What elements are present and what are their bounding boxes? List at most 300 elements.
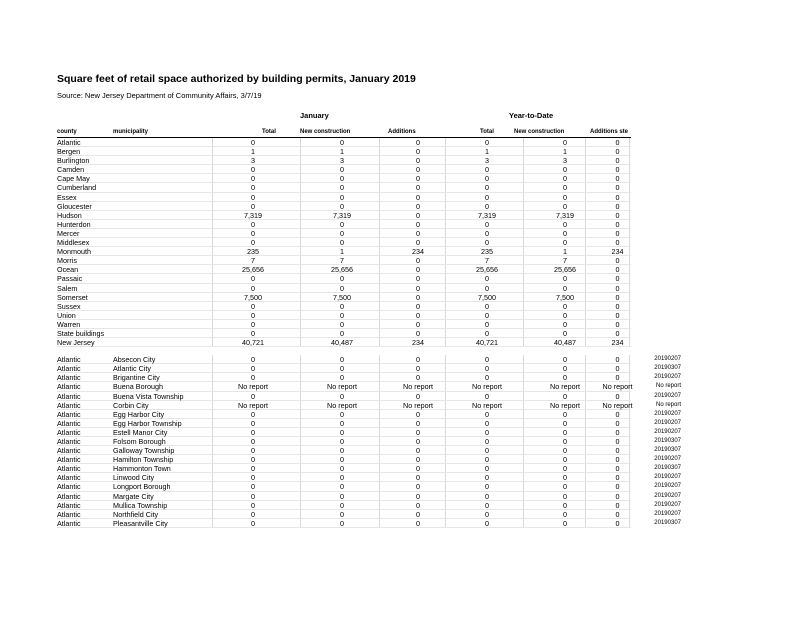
county-row <box>57 329 681 338</box>
cell-jan-total: 0 <box>251 310 255 320</box>
municipality-name: Buena Vista Township <box>113 391 184 401</box>
cell-ytd-new: 0 <box>563 391 567 401</box>
cell-ytd-additions: 0 <box>615 418 620 428</box>
municipality-row <box>57 382 681 391</box>
report-date-code: 20190307 <box>654 447 681 454</box>
cell-ytd-additions: 0 <box>615 319 620 329</box>
county-row <box>57 274 681 283</box>
source-note: Source: New Jersey Department of Community Affairs, 3/7/19 <box>57 91 262 100</box>
cell-ytd-additions: 0 <box>615 165 620 175</box>
municipality-row <box>57 473 681 482</box>
cell-ytd-total: 0 <box>485 455 489 465</box>
data-table <box>57 138 681 528</box>
county-name: Cumberland <box>57 183 97 193</box>
municipality-name: Atlantic City <box>113 364 151 374</box>
cell-ytd-new: 25,656 <box>554 265 576 275</box>
municipality-name: Hammonton Town <box>113 464 171 474</box>
cell-ytd-new: 0 <box>563 446 567 456</box>
cell-jan-total: 0 <box>251 455 255 465</box>
county-row <box>57 183 681 192</box>
col-jan-new: New construction <box>300 129 351 135</box>
cell-jan-total: No report <box>238 382 268 392</box>
county-name: Mercer <box>57 228 80 238</box>
cell-jan-additions: 0 <box>416 174 420 184</box>
cell-jan-new: 0 <box>340 183 344 193</box>
col-ytd-new: New construction <box>514 129 565 135</box>
cell-jan-additions: 0 <box>416 446 420 456</box>
cell-jan-total: 0 <box>251 138 255 147</box>
cell-jan-new: 7,500 <box>333 292 351 302</box>
cell-jan-new: 25,656 <box>331 265 353 275</box>
county-row <box>57 256 681 265</box>
cell-jan-additions: 0 <box>416 427 420 437</box>
cell-jan-new: 0 <box>340 165 344 175</box>
cell-jan-additions: 234 <box>412 247 424 257</box>
cell-ytd-new: 7,500 <box>556 292 574 302</box>
county-row <box>57 238 681 247</box>
municipality-row <box>57 419 681 428</box>
cell-ytd-new: 3 <box>563 156 567 166</box>
cell-ytd-additions: 0 <box>615 464 620 474</box>
municipality-name: Egg Harbor City <box>113 409 165 419</box>
group-header-january: January <box>300 111 329 120</box>
col-jan-total: Total <box>262 129 276 135</box>
municipality-name: Pleasantville City <box>113 518 168 528</box>
cell-jan-additions: No report <box>403 382 433 392</box>
report-date-code: 20190207 <box>654 374 681 381</box>
cell-jan-new: 0 <box>340 427 344 437</box>
municipality-row <box>57 401 681 410</box>
county-name: Somerset <box>57 292 88 302</box>
cell-jan-total: 0 <box>251 319 255 329</box>
cell-jan-additions: 0 <box>416 156 420 166</box>
cell-ytd-total: 0 <box>485 219 489 229</box>
cell-ytd-additions: 0 <box>615 256 620 266</box>
cell-ytd-additions: 0 <box>615 183 620 193</box>
cell-jan-additions: 0 <box>416 274 420 284</box>
cell-ytd-additions: 0 <box>615 174 620 184</box>
cell-ytd-additions: 0 <box>615 219 620 229</box>
cell-jan-total: 0 <box>251 238 255 248</box>
cell-jan-new: 1 <box>340 147 344 157</box>
cell-ytd-new: 0 <box>563 409 567 419</box>
report-date-code: No report <box>655 401 681 408</box>
cell-ytd-new: 0 <box>563 437 567 446</box>
municipality-row <box>57 501 681 510</box>
cell-ytd-total: 0 <box>485 310 489 320</box>
cell-jan-additions: 0 <box>416 437 420 446</box>
municipality-row <box>57 392 681 401</box>
municipality-row <box>57 519 681 528</box>
municipality-row <box>57 364 681 373</box>
report-date-code: 20190207 <box>654 510 681 517</box>
county-row <box>57 193 681 202</box>
cell-ytd-total: 7,500 <box>478 292 496 302</box>
cell-jan-new: 0 <box>340 310 344 320</box>
cell-ytd-new: 7,319 <box>556 210 574 220</box>
county-name: Atlantic <box>57 482 81 492</box>
county-row <box>57 174 681 183</box>
cell-jan-additions: 0 <box>416 265 420 275</box>
report-date-code: 20190307 <box>654 519 681 526</box>
cell-jan-total: 0 <box>251 364 255 374</box>
cell-ytd-total: 0 <box>485 473 489 483</box>
cell-ytd-additions: 0 <box>615 500 620 510</box>
municipality-row <box>57 446 681 455</box>
cell-ytd-additions: 0 <box>615 238 620 248</box>
municipality-row <box>57 410 681 419</box>
municipality-row <box>57 355 681 364</box>
cell-jan-new: No report <box>327 382 357 392</box>
county-name: Gloucester <box>57 201 92 211</box>
cell-jan-total: 0 <box>251 427 255 437</box>
cell-ytd-additions: 0 <box>615 482 620 492</box>
cell-ytd-total: 40,721 <box>476 338 498 348</box>
cell-jan-additions: 0 <box>416 319 420 329</box>
county-name: Atlantic <box>57 382 81 392</box>
county-name: Atlantic <box>57 355 81 365</box>
county-row <box>57 302 681 311</box>
county-row <box>57 202 681 211</box>
cell-jan-total: 0 <box>251 301 255 311</box>
cell-ytd-new: 0 <box>563 418 567 428</box>
cell-ytd-total: 0 <box>485 418 489 428</box>
cell-ytd-new: 1 <box>563 247 567 257</box>
municipality-row <box>57 428 681 437</box>
report-date-code: 20190207 <box>654 492 681 499</box>
cell-jan-total: 0 <box>251 355 255 365</box>
cell-ytd-additions: 0 <box>615 265 620 275</box>
cell-ytd-total: 0 <box>485 328 489 338</box>
cell-jan-total: 0 <box>251 228 255 238</box>
cell-ytd-total: 235 <box>481 247 493 257</box>
cell-ytd-new: 0 <box>563 518 567 528</box>
cell-jan-total: 0 <box>251 373 255 383</box>
cell-ytd-additions: 0 <box>615 274 620 284</box>
cell-jan-additions: 0 <box>416 418 420 428</box>
cell-jan-additions: 0 <box>416 409 420 419</box>
county-name: Atlantic <box>57 491 81 501</box>
cell-jan-new: 7 <box>340 256 344 266</box>
municipality-name: Brigantine City <box>113 373 160 383</box>
group-header-ytd: Year-to-Date <box>509 111 554 120</box>
cell-jan-total: 0 <box>251 491 255 501</box>
cell-jan-total: 40,721 <box>242 338 264 348</box>
cell-ytd-new: 0 <box>563 201 567 211</box>
cell-ytd-new: 0 <box>563 482 567 492</box>
cell-ytd-total: 0 <box>485 355 489 365</box>
cell-ytd-total: 0 <box>485 274 489 284</box>
cell-jan-new: 0 <box>340 319 344 329</box>
county-row <box>57 220 681 229</box>
county-name: Atlantic <box>57 138 81 147</box>
county-name: Atlantic <box>57 437 81 446</box>
report-date-code: 20190307 <box>654 465 681 472</box>
cell-jan-new: 0 <box>340 446 344 456</box>
col-jan-additions: Additions <box>388 129 416 135</box>
report-date-code: No report <box>655 383 681 390</box>
cell-jan-additions: 0 <box>416 518 420 528</box>
county-name: Salem <box>57 283 78 293</box>
county-name: Atlantic <box>57 391 81 401</box>
county-name: Atlantic <box>57 418 81 428</box>
county-name: Atlantic <box>57 409 81 419</box>
cell-jan-additions: 0 <box>416 147 420 157</box>
cell-jan-total: 0 <box>251 201 255 211</box>
cell-ytd-new: 0 <box>563 500 567 510</box>
county-name: Union <box>57 310 76 320</box>
cell-jan-new: 0 <box>340 201 344 211</box>
cell-jan-new: 0 <box>340 473 344 483</box>
cell-jan-additions: 0 <box>416 228 420 238</box>
cell-ytd-new: 0 <box>563 355 567 365</box>
county-name: Bergen <box>57 147 81 157</box>
cell-ytd-total: 0 <box>485 165 489 175</box>
col-municipality: municipality <box>113 129 149 135</box>
municipality-name: Hamilton Township <box>113 455 174 465</box>
cell-jan-additions: 0 <box>416 473 420 483</box>
cell-jan-new: 0 <box>340 491 344 501</box>
cell-ytd-new: 0 <box>563 310 567 320</box>
cell-jan-new: 0 <box>340 364 344 374</box>
cell-jan-total: 0 <box>251 274 255 284</box>
cell-jan-additions: 0 <box>416 500 420 510</box>
county-row <box>57 229 681 238</box>
cell-jan-additions: 0 <box>416 165 420 175</box>
cell-ytd-total: 0 <box>485 174 489 184</box>
cell-ytd-new: 0 <box>563 238 567 248</box>
municipality-name: Folsom Borough <box>113 437 166 446</box>
cell-jan-new: 0 <box>340 455 344 465</box>
cell-jan-total: 7 <box>251 256 255 266</box>
cell-ytd-total: 0 <box>485 138 489 147</box>
county-name: Sussex <box>57 301 81 311</box>
county-name: Camden <box>57 165 85 175</box>
cell-ytd-total: 0 <box>485 373 489 383</box>
cell-jan-additions: 0 <box>416 238 420 248</box>
cell-ytd-total: 0 <box>485 301 489 311</box>
cell-ytd-additions: 0 <box>615 301 620 311</box>
municipality-name: Buena Borough <box>113 382 163 392</box>
cell-ytd-additions: 0 <box>615 156 620 166</box>
cell-ytd-new: 0 <box>563 373 567 383</box>
cell-ytd-additions: 0 <box>615 292 620 302</box>
cell-jan-additions: 0 <box>416 283 420 293</box>
county-row <box>57 165 681 174</box>
county-name: Essex <box>57 192 77 202</box>
municipality-row <box>57 482 681 491</box>
cell-jan-total: 0 <box>251 409 255 419</box>
county-row <box>57 284 681 293</box>
cell-ytd-total: 0 <box>485 183 489 193</box>
cell-ytd-additions: 0 <box>615 364 620 374</box>
report-date-code: 20190307 <box>654 365 681 372</box>
cell-ytd-new: No report <box>550 382 580 392</box>
cell-jan-additions: 0 <box>416 183 420 193</box>
cell-jan-additions: 0 <box>416 509 420 519</box>
cell-ytd-new: 0 <box>563 165 567 175</box>
cell-jan-total: 0 <box>251 509 255 519</box>
cell-ytd-additions: 0 <box>615 310 620 320</box>
municipality-name: Estell Manor City <box>113 427 168 437</box>
cell-ytd-additions: 0 <box>615 201 620 211</box>
col-ytd-additions: Additions ste <box>590 129 629 135</box>
cell-ytd-total: 0 <box>485 238 489 248</box>
cell-jan-new: 0 <box>340 301 344 311</box>
municipality-name: Egg Harbor Township <box>113 418 182 428</box>
cell-ytd-new: No report <box>550 400 580 410</box>
cell-jan-total: 0 <box>251 518 255 528</box>
cell-jan-total: 0 <box>251 219 255 229</box>
county-name: Atlantic <box>57 373 81 383</box>
county-name: Atlantic <box>57 455 81 465</box>
cell-ytd-additions: No report <box>602 400 633 410</box>
cell-jan-new: 0 <box>340 355 344 365</box>
county-row <box>57 311 681 320</box>
municipality-row <box>57 455 681 464</box>
cell-ytd-new: 0 <box>563 509 567 519</box>
cell-jan-additions: 0 <box>416 491 420 501</box>
col-ytd-total: Total <box>480 129 494 135</box>
cell-jan-total: 0 <box>251 192 255 202</box>
county-name: Atlantic <box>57 509 81 519</box>
report-date-code: 20190207 <box>654 419 681 426</box>
cell-jan-additions: 0 <box>416 210 420 220</box>
county-name: New Jersey <box>57 338 95 348</box>
county-name: Passaic <box>57 274 83 284</box>
cell-jan-total: No report <box>238 400 268 410</box>
cell-ytd-total: No report <box>472 400 502 410</box>
cell-ytd-total: 0 <box>485 500 489 510</box>
cell-ytd-new: 40,487 <box>554 338 576 348</box>
cell-jan-total: 0 <box>251 328 255 338</box>
cell-ytd-total: 0 <box>485 427 489 437</box>
cell-jan-new: 0 <box>340 328 344 338</box>
cell-ytd-total: 0 <box>485 364 489 374</box>
cell-jan-additions: 0 <box>416 364 420 374</box>
cell-jan-additions: 0 <box>416 328 420 338</box>
cell-jan-total: 0 <box>251 482 255 492</box>
cell-ytd-additions: 0 <box>615 138 620 147</box>
cell-ytd-total: 7,319 <box>478 210 496 220</box>
cell-ytd-total: 0 <box>485 391 489 401</box>
municipality-name: Corbin City <box>113 400 149 410</box>
cell-ytd-additions: 0 <box>615 228 620 238</box>
cell-jan-new: 0 <box>340 464 344 474</box>
cell-ytd-new: 0 <box>563 328 567 338</box>
cell-jan-additions: No report <box>403 400 433 410</box>
cell-ytd-new: 0 <box>563 219 567 229</box>
county-row <box>57 156 681 165</box>
county-name: Atlantic <box>57 518 81 528</box>
municipality-row <box>57 510 681 519</box>
cell-jan-total: 0 <box>251 165 255 175</box>
cell-ytd-new: 0 <box>563 183 567 193</box>
cell-jan-additions: 0 <box>416 310 420 320</box>
cell-jan-additions: 0 <box>416 256 420 266</box>
municipality-name: Mullica Township <box>113 500 168 510</box>
cell-ytd-new: 0 <box>563 283 567 293</box>
cell-jan-additions: 0 <box>416 455 420 465</box>
report-date-code: 20190207 <box>654 428 681 435</box>
cell-jan-new: 0 <box>340 373 344 383</box>
cell-jan-new: 3 <box>340 156 344 166</box>
cell-ytd-total: 0 <box>485 192 489 202</box>
cell-jan-new: 0 <box>340 274 344 284</box>
report-date-code: 20190207 <box>654 474 681 481</box>
report-date-code: 20190207 <box>654 356 681 363</box>
report-date-code: 20190207 <box>654 456 681 463</box>
cell-jan-new: 0 <box>340 391 344 401</box>
cell-jan-total: 0 <box>251 418 255 428</box>
report-title: Square feet of retail space authorized by building permits, January 2019 <box>57 73 416 85</box>
county-name: Atlantic <box>57 464 81 474</box>
county-name: Morris <box>57 256 77 266</box>
municipality-row <box>57 492 681 501</box>
county-name: Atlantic <box>57 500 81 510</box>
cell-jan-additions: 0 <box>416 192 420 202</box>
cell-ytd-new: 0 <box>563 228 567 238</box>
cell-jan-new: 0 <box>340 238 344 248</box>
report-date-code: 20190207 <box>654 483 681 490</box>
cell-jan-additions: 0 <box>416 219 420 229</box>
cell-ytd-new: 0 <box>563 491 567 501</box>
cell-ytd-additions: 234 <box>611 338 624 348</box>
cell-ytd-additions: 0 <box>615 409 620 419</box>
cell-ytd-total: 0 <box>485 509 489 519</box>
cell-ytd-additions: 0 <box>615 391 620 401</box>
county-name: Atlantic <box>57 473 81 483</box>
municipality-name: Absecon City <box>113 355 156 365</box>
county-name: Atlantic <box>57 364 81 374</box>
cell-jan-additions: 0 <box>416 464 420 474</box>
cell-jan-total: 25,656 <box>242 265 264 275</box>
municipality-name: Linwood City <box>113 473 155 483</box>
cell-ytd-additions: 0 <box>615 455 620 465</box>
cell-jan-new: 0 <box>340 283 344 293</box>
cell-jan-total: 235 <box>247 247 259 257</box>
county-row <box>57 147 681 156</box>
cell-ytd-new: 0 <box>563 319 567 329</box>
cell-ytd-total: 0 <box>485 482 489 492</box>
county-name: Atlantic <box>57 446 81 456</box>
cell-jan-additions: 0 <box>416 138 420 147</box>
county-name: Burlington <box>57 156 90 166</box>
cell-jan-additions: 0 <box>416 201 420 211</box>
cell-ytd-total: 0 <box>485 491 489 501</box>
cell-ytd-additions: No report <box>602 382 633 392</box>
municipality-name: Margate City <box>113 491 154 501</box>
column-header-row <box>0 129 800 137</box>
cell-ytd-total: 0 <box>485 437 489 446</box>
cell-jan-new: 0 <box>340 437 344 446</box>
county-name: Atlantic <box>57 427 81 437</box>
cell-ytd-total: 1 <box>485 147 489 157</box>
cell-jan-new: 7,319 <box>333 210 351 220</box>
cell-jan-new: 0 <box>340 482 344 492</box>
cell-jan-total: 1 <box>251 147 255 157</box>
cell-jan-total: 7,319 <box>244 210 262 220</box>
county-row <box>57 338 681 347</box>
cell-jan-total: 7,500 <box>244 292 262 302</box>
cell-jan-total: 0 <box>251 446 255 456</box>
cell-ytd-total: 3 <box>485 156 489 166</box>
cell-jan-additions: 0 <box>416 373 420 383</box>
cell-jan-new: 0 <box>340 418 344 428</box>
cell-jan-total: 0 <box>251 283 255 293</box>
cell-ytd-new: 0 <box>563 427 567 437</box>
report-date-code: 20190207 <box>654 392 681 399</box>
